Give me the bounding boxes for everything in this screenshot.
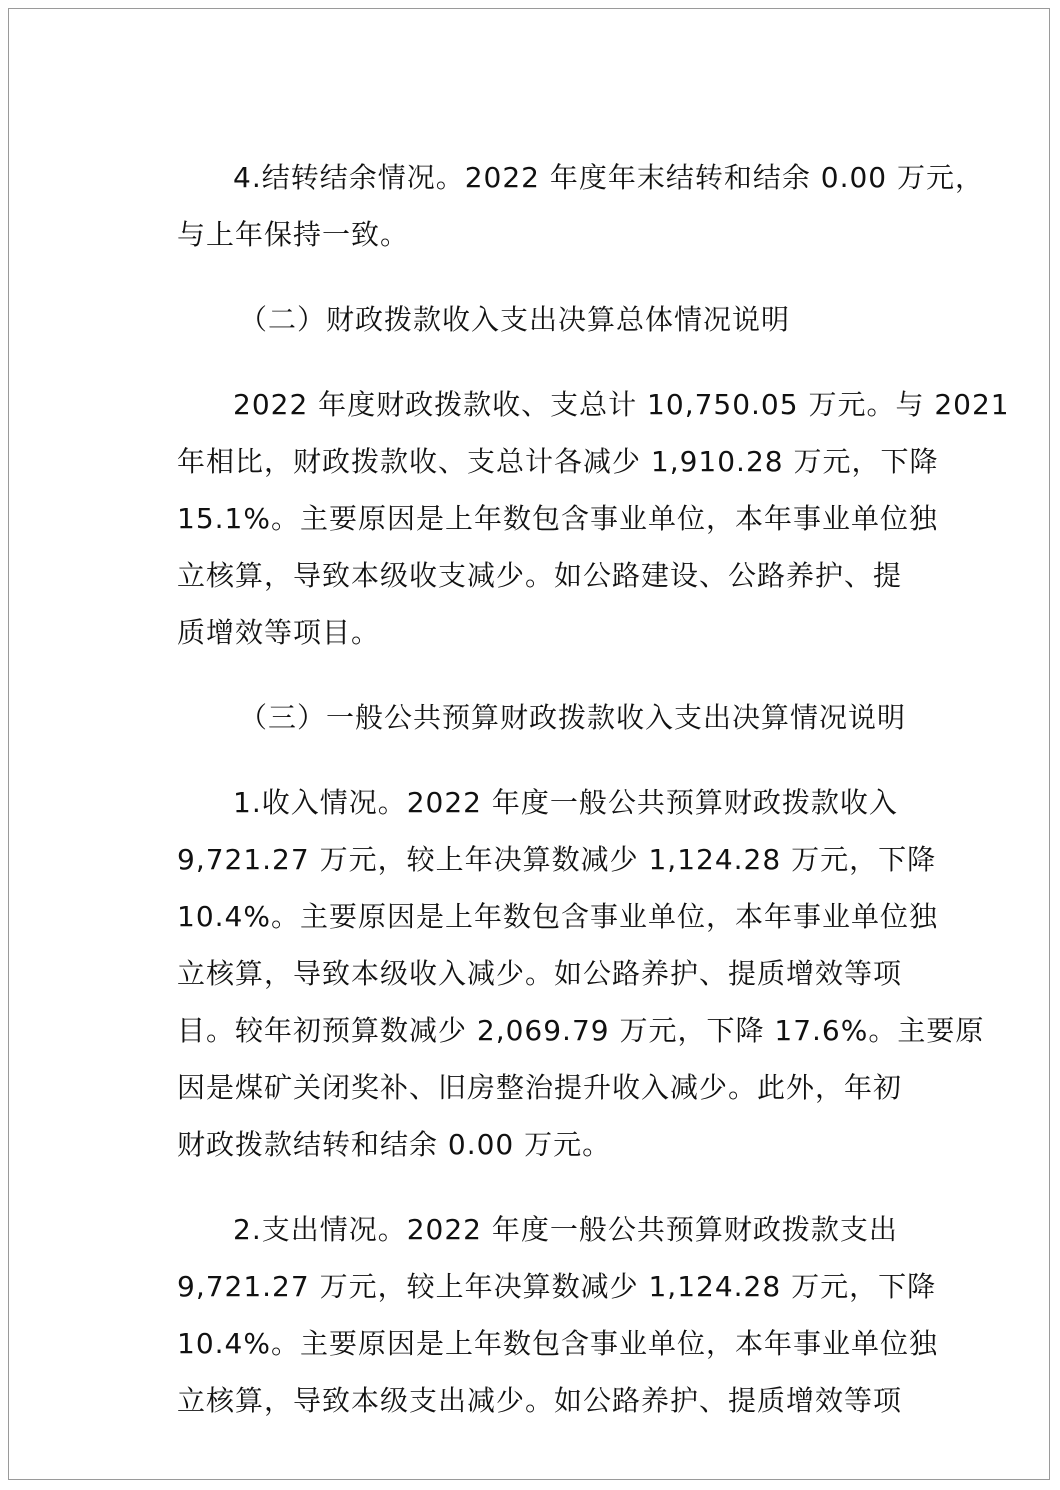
paragraph-income: [177, 774, 985, 1173]
text-line: 10.4%。主要原因是上年数包含事业单位，本年事业单位独: [177, 1327, 938, 1360]
document-body: [177, 149, 1010, 1457]
text-line: 15.1%。主要原因是上年数包含事业单位，本年事业单位独: [177, 502, 938, 535]
document-page: [8, 8, 1050, 1480]
text-line: 立核算，导致本级收入减少。如公路养护、提质增效等项: [177, 957, 903, 990]
text-line: 10.4%。主要原因是上年数包含事业单位，本年事业单位独: [177, 900, 938, 933]
paragraph-expenditure: [177, 1201, 938, 1429]
text-line: 2022 年度财政拨款收、支总计 10,750.05 万元。与 2021: [233, 388, 1010, 421]
text-line: 4.结转结余情况。2022 年度年末结转和结余 0.00 万元，: [233, 161, 985, 194]
heading-text: （三）一般公共预算财政拨款收入支出决算情况说明: [239, 701, 907, 734]
text-line: 目。较年初预算数减少 2,069.79 万元，下降 17.6%。主要原: [177, 1014, 985, 1047]
section-heading-3: [177, 689, 907, 746]
text-line: 与上年保持一致。: [177, 218, 410, 251]
text-line: 2.支出情况。2022 年度一般公共预算财政拨款支出: [233, 1213, 898, 1246]
text-line: 9,721.27 万元，较上年决算数减少 1,124.28 万元，下降: [177, 843, 937, 876]
text-line: 9,721.27 万元，较上年决算数减少 1,124.28 万元，下降: [177, 1270, 937, 1303]
text-line: 因是煤矿关闭奖补、旧房整治提升收入减少。此外，年初: [177, 1071, 903, 1104]
text-line: 质增效等项目。: [177, 616, 381, 649]
heading-text: （二）财政拨款收入支出决算总体情况说明: [239, 303, 791, 336]
paragraph-fiscal-total: [177, 376, 1010, 661]
text-line: 1.收入情况。2022 年度一般公共预算财政拨款收入: [233, 786, 898, 819]
section-heading-2: [177, 291, 907, 348]
text-line: 年相比，财政拨款收、支总计各减少 1,910.28 万元，下降: [177, 445, 939, 478]
text-line: 财政拨款结转和结余 0.00 万元。: [177, 1128, 612, 1161]
text-line: 立核算，导致本级收支减少。如公路建设、公路养护、提: [177, 559, 903, 592]
paragraph-carryover-balance: [177, 149, 985, 263]
text-line: 立核算，导致本级支出减少。如公路养护、提质增效等项: [177, 1384, 903, 1417]
